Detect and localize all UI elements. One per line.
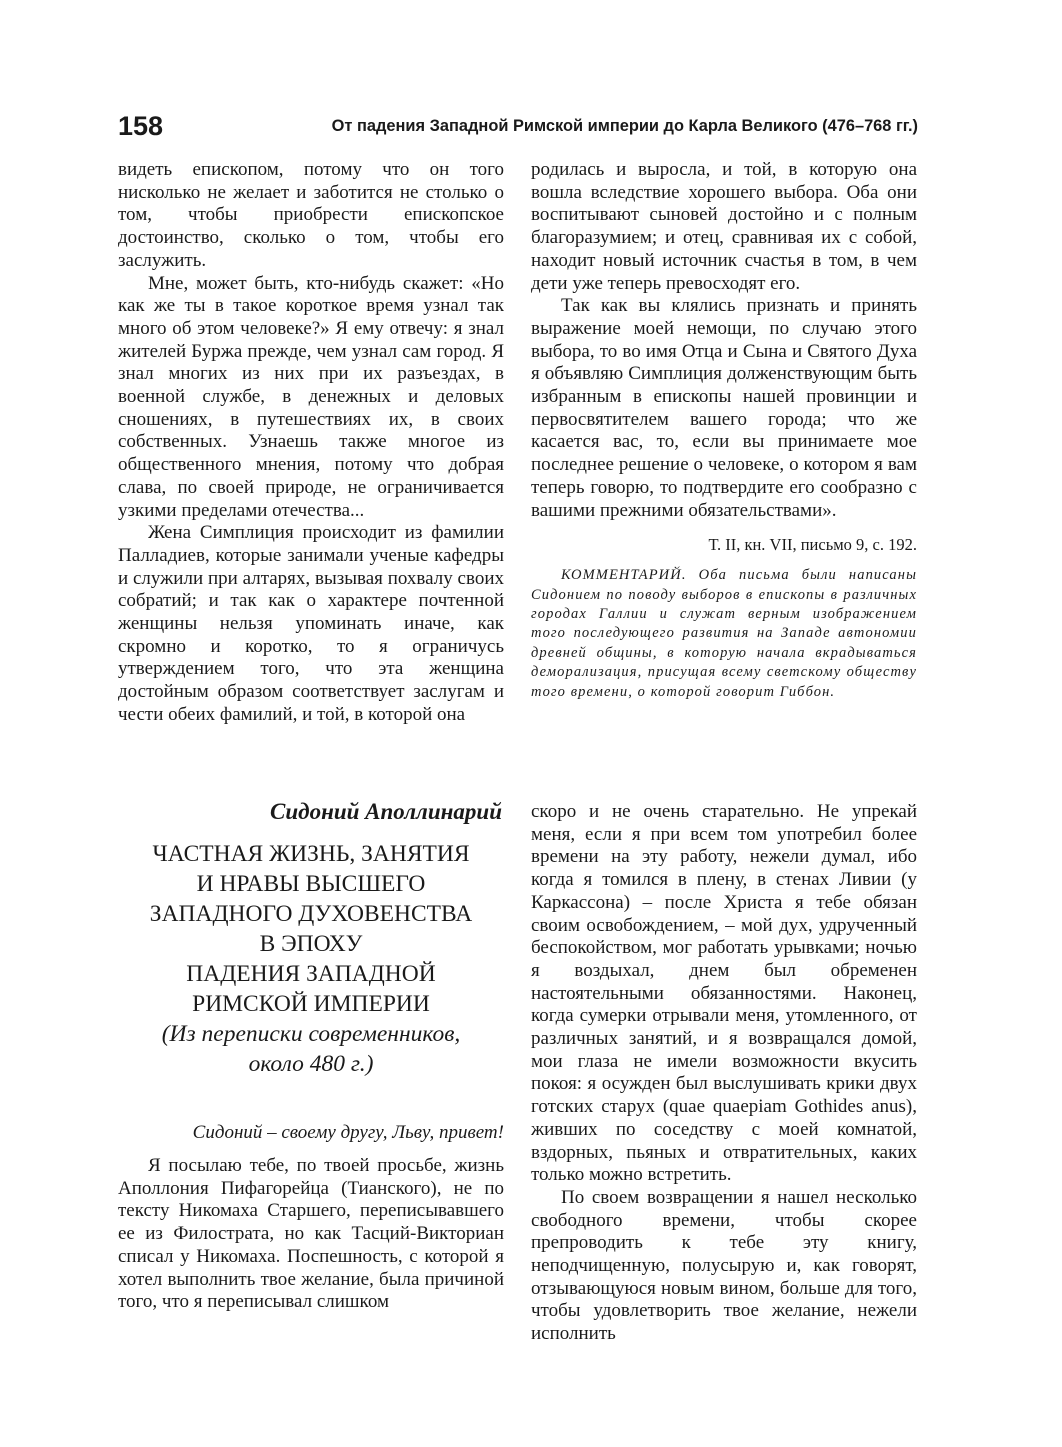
- section-heading-block: [118, 797, 504, 1314]
- document-subtitle: [118, 1019, 504, 1079]
- paragraph: Жена Симплиция происходит из фамилии Палладиев, которые занимали ученые кафедры и служили при алтарях, вызывая похвалу своих собратий; и так как о характере почтенной женщины нельзя упоминать иначе, как скромно и коротко, то я ограничусь утверждением того, что эта женщина достойным образом соответствует заслугам и чести обеих фамилий, и той, в которой она: [118, 522, 504, 725]
- paragraph: Я посылаю тебе, по твоей просьбе, жизнь Аполлония Пифагорейца (Тианского), не по тексту Никомаха Старшего, переписывавшего ее из Филострата, но как Тасций-Викториан списал у Никомаха. Поспешность, с которой я хотел выполнить твое желание, была причиной того, что я переписывал слишком: [118, 1155, 504, 1313]
- paragraph: родилась и выросла, и той, в которую она вошла вследствие хорошего выбора. Оба они воспитывают сыновей достойно и с полным благоразумием; и отец, сравнивая их с собой, находит новый источник счастья в том, в чем дети уже теперь превосходят его.: [531, 159, 917, 294]
- title-line: ЧАСТНАЯ ЖИЗНЬ, ЗАНЯТИЯ: [152, 841, 470, 867]
- right-column-top: [531, 159, 917, 702]
- letter-salutation: Сидоний – своему другу, Льву, привет!: [192, 1122, 504, 1143]
- running-title: От падения Западной Римской империи до Карла Великого (476–768 гг.): [331, 117, 918, 135]
- page-header: [118, 108, 918, 144]
- paragraph: скоро и не очень старательно. Не упрекай меня, если я при всем том употребил более времени на эту работу, нежели думал, ибо когда я томился в плену, в стенах Ливии (у Каркассона) – после Христа я тебе обязан своим освобождением, – мой дух, удрученный беспокойством, мог работать урывками; ночью я воздыхал, днем был обременен настоятельными обязанностями. Наконец, когда сумерки отрывали меня, утомленного, от различных занятий, и я возвращался домой, мои глаза не имели возможности вкусить покоя: я осужден был выслушивать крики двух готских старух (quae quaepiam Gothides anus), живших по соседству с моей комнатой, вздорных, пьяных и отвратительных, каких только можно встретить.: [531, 801, 917, 1186]
- commentary: КОММЕНТАРИЙ. Оба письма были написаны Сидонием по поводу выборов в епископы в различных городах Галлии и служат верным изображением того последующего развития на Западе автономии древней общины, в которую начала вкрадываться деморализация, присущая всему светскому обществу того времени, о которой говорит Гиббон.: [531, 567, 917, 700]
- source-citation: Т. II, кн. VII, письмо 9, с. 192.: [708, 535, 917, 555]
- paragraph: Так как вы клялись признать и принять выражение моей немощи, по случаю этого выбора, то во имя Отца и Сына и Святого Духа я объявляю Симплиция долженствующим быть избранным в епископы нашей провинции и первосвятителем вашего города; что же касается вас, то, если вы принимаете мое последнее решение о человеке, о котором я вам теперь говорю, то подтвердите его сообразно с вашими прежними обязательствами».: [531, 295, 917, 521]
- title-line: В ЭПОХУ: [259, 931, 363, 957]
- title-line: И НРАВЫ ВЫСШЕГО: [196, 871, 426, 897]
- subtitle-line: около 480 г.): [248, 1051, 374, 1077]
- subtitle-line: (Из переписки современников,: [161, 1021, 461, 1047]
- page-number: 158: [118, 111, 164, 141]
- title-line: РИМСКОЙ ИМПЕРИИ: [192, 991, 430, 1017]
- author-name: Сидоний Аполлинарий: [270, 799, 502, 824]
- right-column-bottom: [531, 801, 917, 1346]
- document-title: [118, 839, 504, 1019]
- title-line: ЗАПАДНОГО ДУХОВЕНСТВА: [149, 901, 473, 927]
- paragraph: По своем возвращении я нашел несколько свободного времени, чтобы скорее препроводить к тебе эту книгу, неподчищенную, полусырую и, как говорят, отзывающуюся новым вином, больше для того, чтобы удовлетворить твое желание, нежели исполнить: [531, 1186, 917, 1345]
- left-column-top: [118, 159, 504, 727]
- left-column-bottom: [118, 1155, 504, 1314]
- title-line: ПАДЕНИЯ ЗАПАДНОЙ: [186, 961, 436, 987]
- paragraph: видеть епископом, потому что он того нисколько не желает и заботится не столько о том, чтобы приобрести епископское достоинство, сколько о том, чтобы его заслужить.: [118, 159, 504, 271]
- paragraph: Мне, может быть, кто-нибудь скажет: «Но как же ты в такое короткое время узнал так много об этом человеке?» Я ему отвечу: я знал жителей Буржа прежде, чем узнал сам город. Я знал многих из них при их разъездах, в военной службе, в денежных и деловых сношениях, в путешествиях их, в своих собственных. Узнаешь также многое из общественного мнения, потому что добрая слава, по своей природе, не ограничивается узкими пределами отечества...: [118, 272, 504, 521]
